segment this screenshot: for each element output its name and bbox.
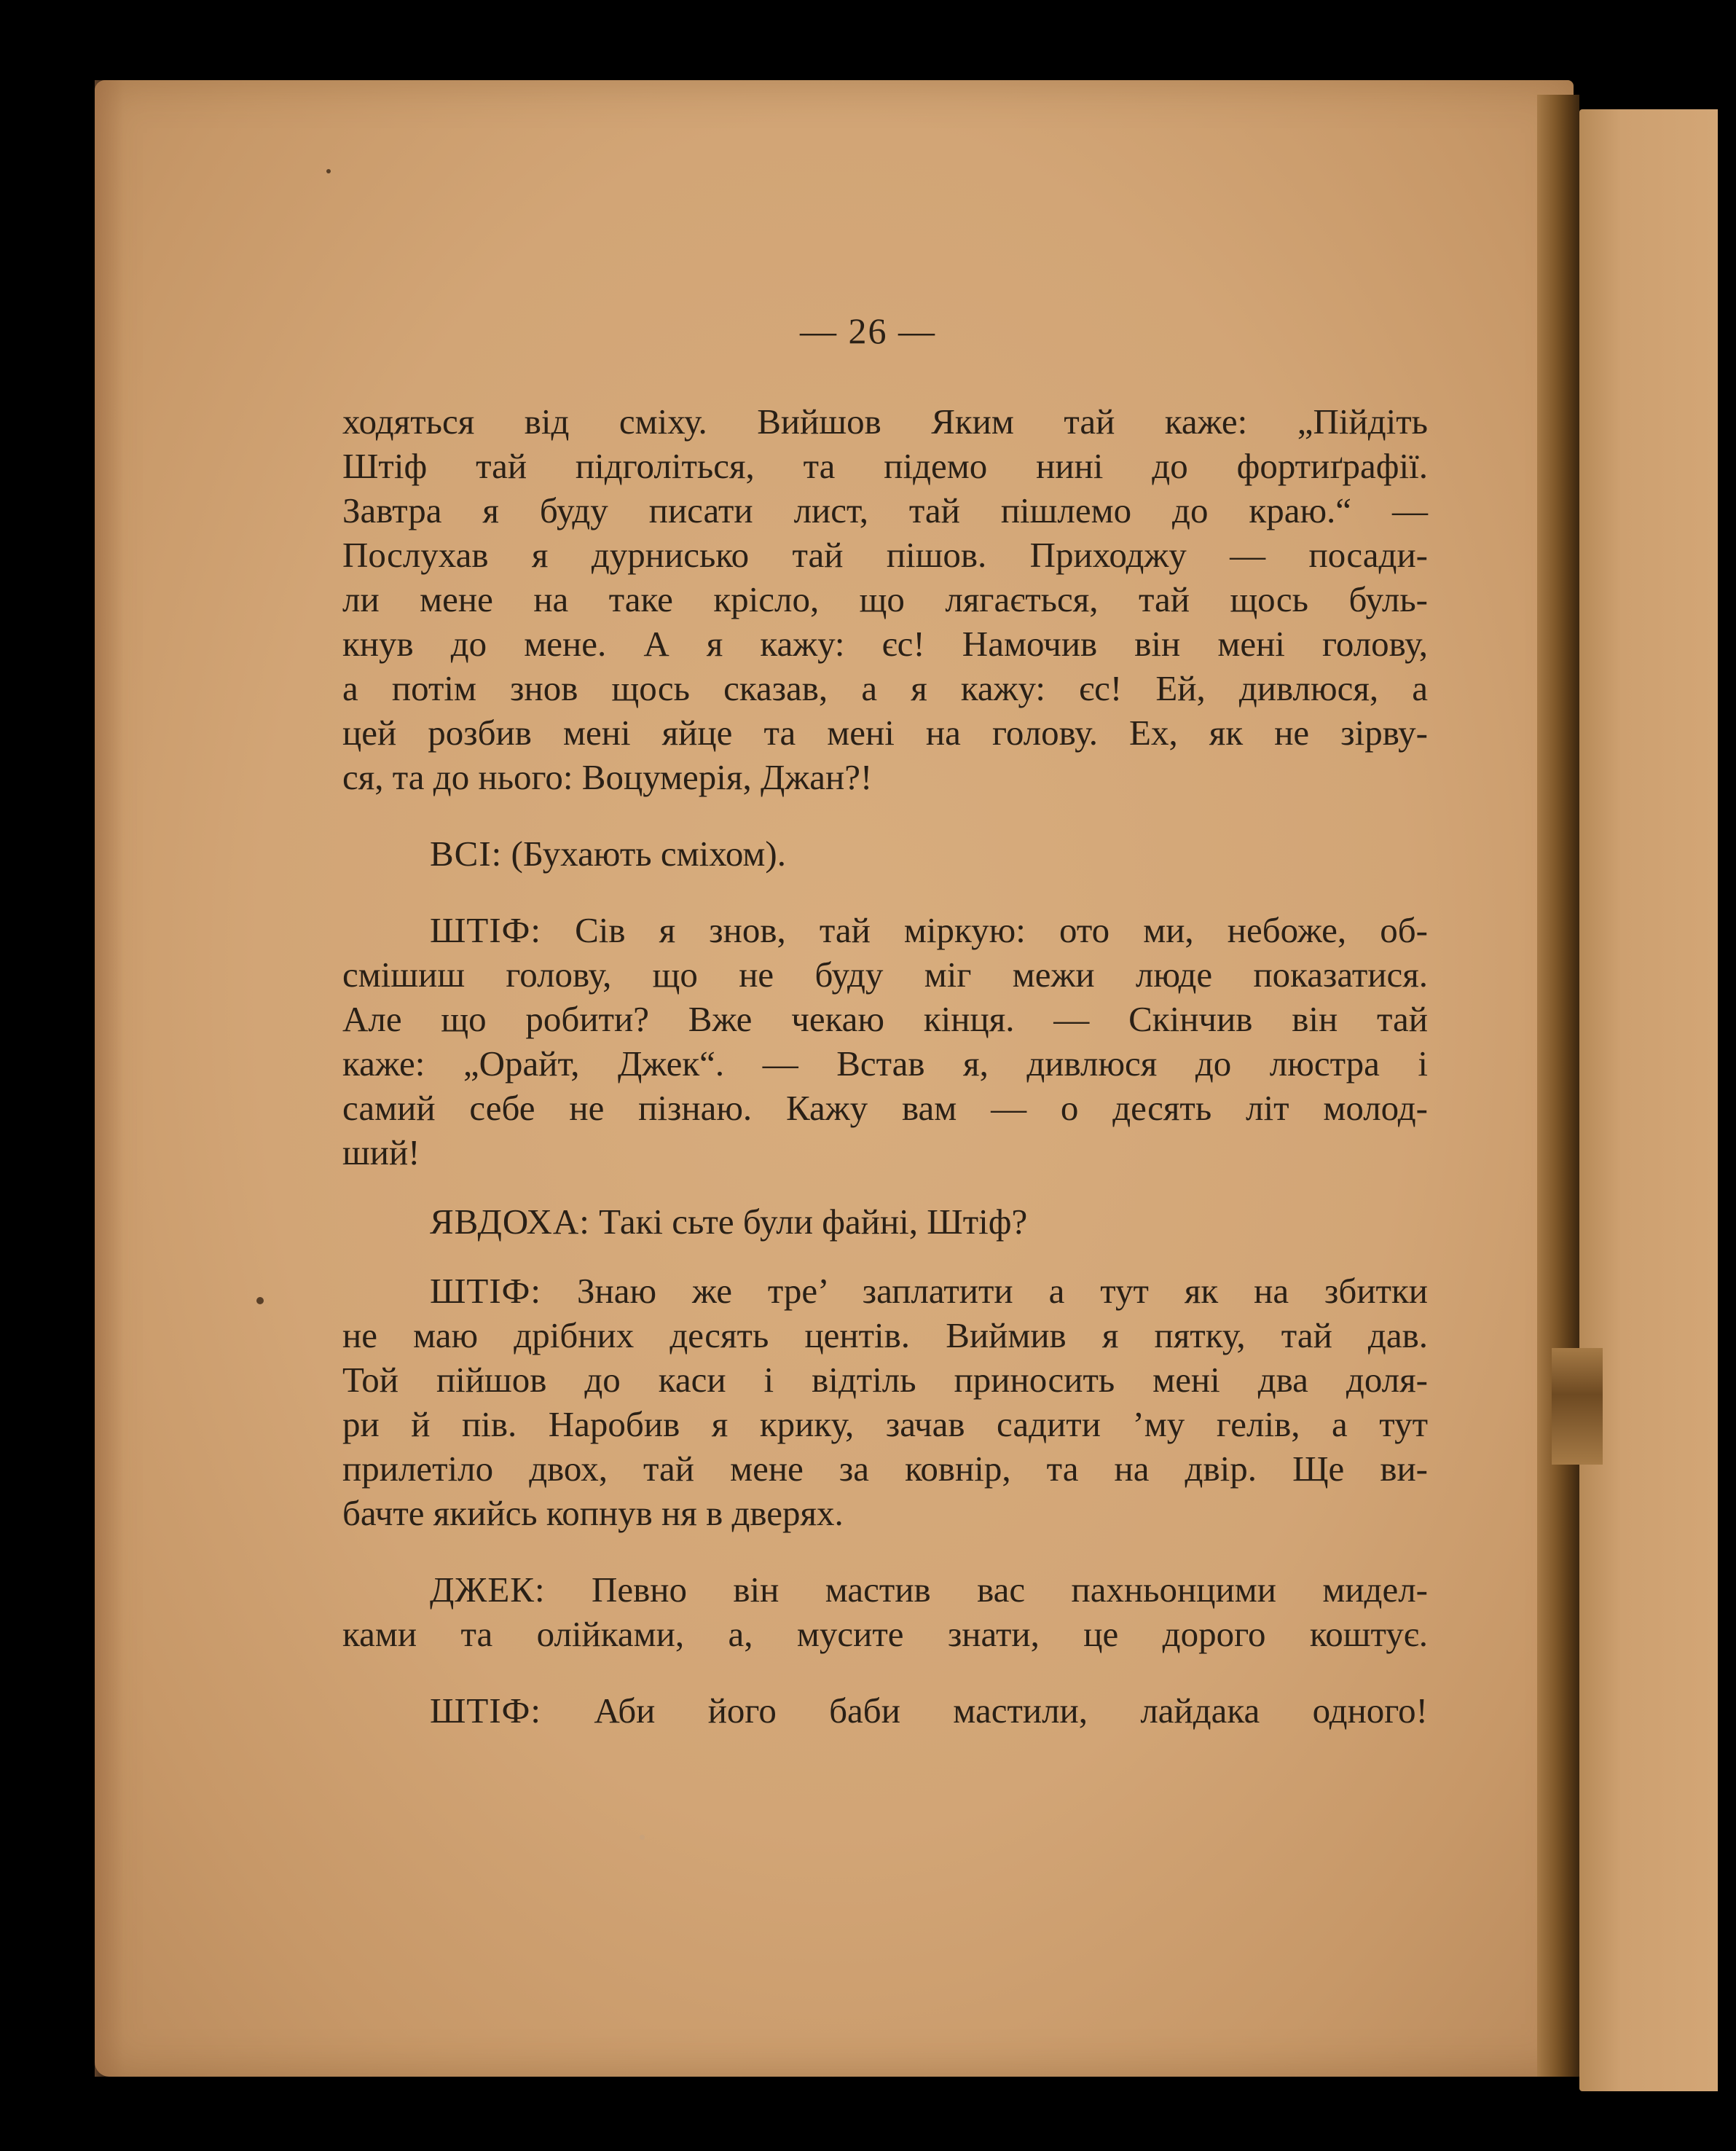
text-line: бачте якийсь копнув ня в дверях. — [342, 1493, 844, 1533]
dialogue-line — [342, 1269, 1428, 1313]
text-line: а потім знов щось сказав, а я кажу: єс! Ей, дивлюся, а — [342, 668, 1428, 708]
binding-tear — [1552, 1348, 1603, 1465]
text-line: каже: „Орайт, Джек“. — Встав я, дивлюся до люстра і — [342, 1043, 1428, 1084]
dialogue-text: Такі сьте були файні, Штіф? — [599, 1202, 1028, 1242]
text-line: самий себе не пізнаю. Кажу вам — о десять літ молод- — [342, 1088, 1428, 1128]
text-line: ходяться від сміху. Вийшов Яким тай каже: „Пійдіть — [342, 401, 1428, 442]
text-line: цей розбив мені яйце та мені на голову. Ех, як не зірву- — [342, 713, 1428, 753]
dialogue-line — [342, 1567, 1428, 1612]
dialogue-line — [342, 908, 1428, 952]
text-line: ри й пів. Наробив я крику, зачав садити ’му гелів, а тут — [342, 1404, 1428, 1444]
speaker-name: ВСІ: — [430, 834, 503, 874]
text-line: ками та олійками, а, мусите знати, це дорого коштує. — [342, 1614, 1428, 1654]
paper-speck — [256, 1297, 264, 1304]
text-line: смішиш голову, що не буду міг межи люде показатися. — [342, 955, 1428, 995]
speaker-name: ЯВДОХА: — [430, 1202, 590, 1242]
text-line: кнув до мене. А я кажу: єс! Намочив він мені голову, — [342, 624, 1428, 664]
text-line: не маю дрібних десять центів. Виймив я пятку, тай дав. — [342, 1315, 1428, 1355]
speaker-name: ШТІФ: — [430, 910, 542, 950]
text-line: ший! — [342, 1132, 420, 1172]
page-gutter — [1537, 95, 1579, 2077]
speaker-name: ШТІФ: — [430, 1690, 542, 1731]
paper-speck — [640, 1835, 645, 1840]
dialogue-text: Аби його баби мастили, лайдака одного! — [594, 1690, 1428, 1731]
text-line: Завтра я буду писати лист, тай пішлемо до краю.“ — — [342, 490, 1428, 530]
text-line: Штіф тай підголіться, та підемо нині до фортиґрафії. — [342, 446, 1428, 486]
page-number: — 26 — — [800, 310, 936, 351]
text-line: Але що робити? Вже чекаю кінця. — Скінчив він тай — [342, 999, 1428, 1039]
text-line: Послухав я дурнисько тай пішов. Приходжу — посади- — [342, 535, 1428, 575]
text-line: Той пійшов до каси і відтіль приносить мені два доля- — [342, 1360, 1428, 1400]
page-text — [342, 399, 1428, 1733]
dialogue-text: Певно він мастив вас пахньонцими мидел- — [591, 1570, 1429, 1610]
dialogue-line — [342, 831, 1428, 876]
paper-speck — [326, 169, 331, 173]
text-line: ли мене на таке крісло, що лягається, тай щось буль- — [342, 579, 1428, 619]
facing-page — [1579, 109, 1718, 2091]
dialogue-text: Знаю же тре’ заплатити а тут як на збитки — [576, 1271, 1429, 1311]
text-line: прилетіло двох, тай мене за ковнір, та на двір. Ще ви- — [342, 1449, 1428, 1489]
dialogue-text: Сів я знов, тай міркую: ото ми, небоже, об- — [575, 910, 1429, 950]
dialogue-line — [342, 1688, 1428, 1733]
dialogue-line — [342, 1199, 1428, 1244]
speaker-name: ДЖЕК: — [430, 1570, 546, 1610]
text-line: ся, та до нього: Воцумерія, Джан?! — [342, 757, 873, 797]
dialogue-text: (Бухають сміхом). — [511, 834, 786, 874]
speaker-name: ШТІФ: — [430, 1271, 542, 1311]
